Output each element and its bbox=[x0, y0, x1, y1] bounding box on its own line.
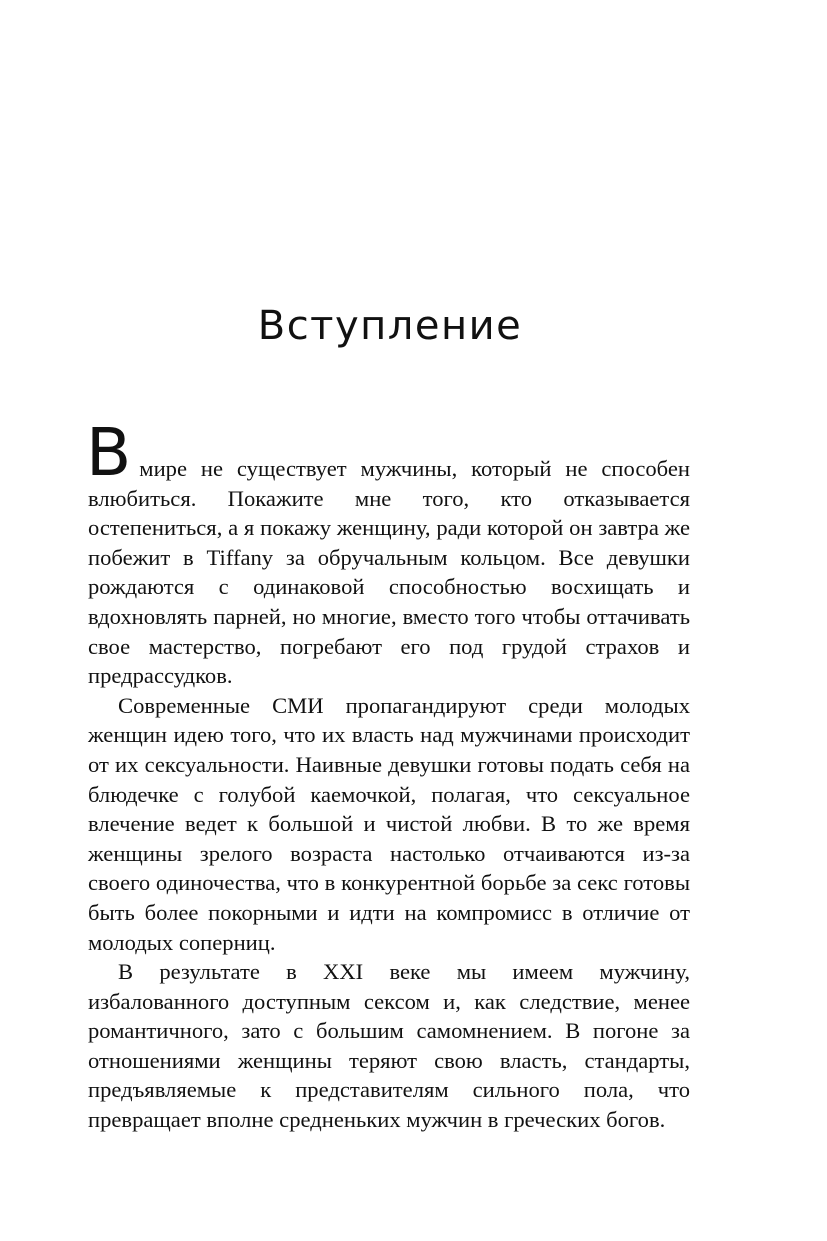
paragraph-1-text: мире не существует мужчины, который не способен влюбиться. Покажите мне того, кто отказывается остепениться, а я покажу женщину, ради которой он завтра же побежит в Tiffany за обручальным кольцом. Все девушки рождаются с одинаковой способностью восхищать и вдохновлять парней, но многие, вместо того чтобы оттачивать свое мастерство, погребают его под грудой страхов и предрассудков. bbox=[88, 456, 690, 689]
drop-cap: В bbox=[86, 414, 132, 491]
paragraph-3: В результате в XXI веке мы имеем мужчину, избалованного доступным сексом и, как следствие, менее романтичного, зато с большим самомнением. В погоне за отношениями женщины теряют свою власть, стандарты, предъявляемые к представителям сильного пола, что превращает вполне средненьких мужчин в греческих богов. bbox=[88, 959, 690, 1133]
chapter-title: Вступление bbox=[257, 303, 523, 349]
paragraph-1 bbox=[86, 414, 690, 691]
chapter-body bbox=[86, 414, 690, 1135]
paragraph-2: Современные СМИ пропагандируют среди молодых женщин идею того, что их власть над мужчинами происходит от их сексуальности. Наивные девушки готовы подать себя на блюдечке с голубой каемочкой, полагая, что сексуальное влечение ведет к большой и чистой любви. В то же время женщины зрелого возраста настолько отчаиваются из-за своего одиночества, что в конкурентной борьбе за секс готовы быть более покорными и идти на компромисс в отличие от молодых соперниц. bbox=[88, 692, 690, 955]
